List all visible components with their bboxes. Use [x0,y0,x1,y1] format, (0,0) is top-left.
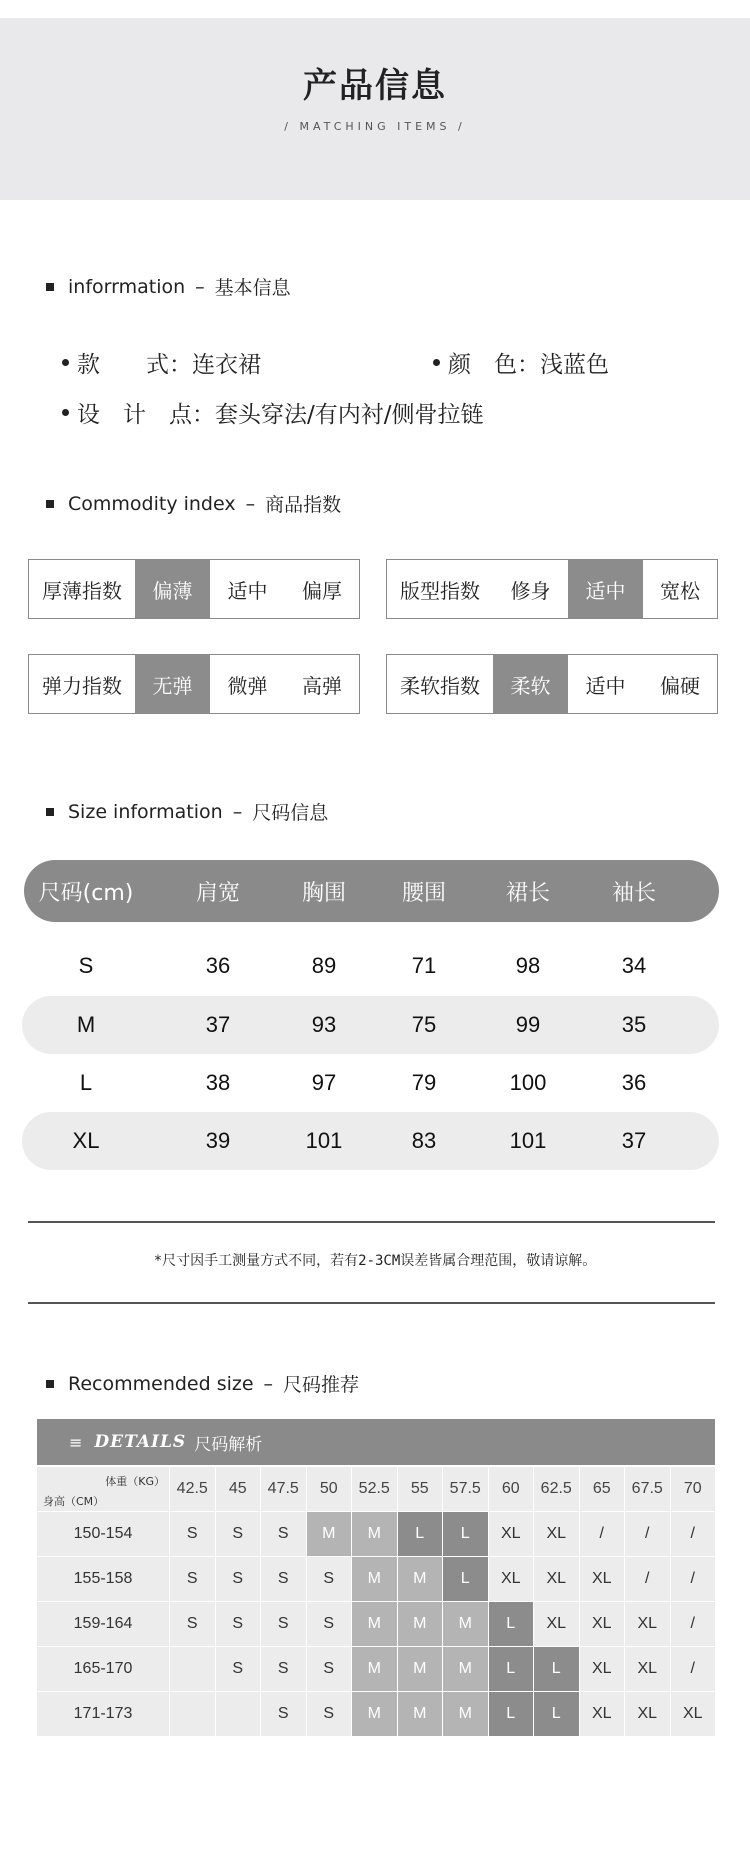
size-cell: 101 [305,1128,343,1153]
page-subtitle: / MATCHING ITEMS / [284,120,466,133]
size-cell: 83 [411,1128,437,1153]
recommended-size-cell: / [671,1512,716,1556]
page-title: 产品信息 [303,66,447,106]
weight-header-cell: 47.5 [261,1467,306,1511]
recommended-size-cell: S [216,1602,261,1646]
index-option: 微弹 [227,673,268,698]
index-box [28,559,360,619]
heading-zh: 基本信息 [214,277,291,299]
dot-bullet-icon [62,409,69,416]
header-banner [0,18,750,200]
size-column-header: 腰围 [401,880,446,906]
recommended-size-cell: M [443,1692,488,1736]
section-heading-commodity [46,490,341,517]
recommended-size-cell: / [671,1647,716,1691]
size-cell: 71 [411,953,437,978]
square-bullet-icon [46,283,54,291]
size-cell: 93 [311,1012,337,1037]
height-row-label: 155-158 [37,1557,169,1601]
index-option: 高弹 [302,673,342,698]
details-bar [37,1419,715,1465]
size-cell: 37 [621,1128,647,1153]
recommended-size-cell: S [307,1692,352,1736]
weight-header-cell: 67.5 [625,1467,670,1511]
weight-header-cell: 62.5 [534,1467,579,1511]
weight-header-cell: 45 [216,1467,261,1511]
size-cell: 89 [311,953,337,978]
menu-icon: ≡ [69,1432,83,1452]
details-label: DETAILS [94,1432,187,1452]
height-row-label: 150-154 [37,1512,169,1556]
recommended-size-cell: S [170,1512,215,1556]
size-cell: 101 [509,1128,547,1153]
weight-header-cell: 65 [580,1467,625,1511]
heading-dash: – [232,800,243,823]
height-row-label: 165-170 [37,1647,169,1691]
index-option-selected: 偏薄 [135,560,210,618]
attr-color [433,346,609,379]
index-box [386,559,718,619]
weight-header-cell: 60 [489,1467,534,1511]
recommended-size-cell: S [216,1512,261,1556]
recommended-size-cell: L [489,1602,534,1646]
recommended-size-cell: XL [625,1647,670,1691]
recommended-size-cell: S [307,1647,352,1691]
recommended-size-cell: / [580,1512,625,1556]
recommended-size-cell: M [352,1692,397,1736]
recommended-size-cell: S [216,1557,261,1601]
size-cell: 36 [205,953,231,978]
recommended-size-cell: M [443,1647,488,1691]
recommended-size-cell: M [352,1647,397,1691]
recommended-size-cell: M [398,1647,443,1691]
recommended-size-cell: XL [671,1692,716,1736]
size-cell: 100 [509,1070,547,1095]
size-cell: 97 [311,1070,337,1095]
recommended-size-cell: M [307,1512,352,1556]
weight-header-cell: 50 [307,1467,352,1511]
heading-en: Recommended size [68,1372,254,1395]
recommended-size-cell: XL [580,1602,625,1646]
index-option: 适中 [585,673,626,698]
index-label: 厚薄指数 [42,578,122,603]
recommended-size-cell: S [170,1557,215,1601]
index-option-selected: 适中 [568,560,643,618]
size-cell: L [79,1070,93,1095]
size-cell: 34 [621,953,647,978]
heading-zh: 尺码信息 [252,802,329,824]
divider-bottom [28,1302,715,1304]
attr-style-value: 连衣裙 [192,352,261,378]
size-column-header: 肩宽 [195,880,240,906]
recommended-size-cell [170,1692,215,1736]
recommended-size-cell: XL [625,1692,670,1736]
size-cell: 38 [205,1070,231,1095]
heading-dash: – [245,492,256,515]
recommended-size-cell: L [443,1557,488,1601]
index-label: 弹力指数 [42,673,122,698]
size-cell: 37 [205,1012,231,1037]
recommended-size-cell: S [170,1602,215,1646]
attr-style [62,346,261,379]
recommended-size-cell: S [307,1602,352,1646]
size-cell: 79 [411,1070,437,1095]
attr-design-value: 套头穿法/有内衬/侧骨拉链 [215,402,484,428]
height-row-label: 159-164 [37,1602,169,1646]
recommended-size-cell: XL [534,1557,579,1601]
size-cell: 39 [205,1128,231,1153]
heading-en: Size information [68,800,223,823]
recommended-size-cell: XL [489,1557,534,1601]
square-bullet-icon [46,1380,54,1388]
heading-dash: – [195,275,205,298]
attr-color-value: 浅蓝色 [540,352,609,378]
weight-header-cell: 57.5 [443,1467,488,1511]
attr-design [62,396,484,429]
recommended-size-cell: M [398,1557,443,1601]
recommended-size-cell: XL [534,1512,579,1556]
size-table-header [24,860,719,922]
heading-en: inforrmation [68,275,186,298]
index-box [386,654,718,714]
size-row [22,937,719,995]
recommended-size-cell: / [625,1557,670,1601]
size-cell: M [76,1012,96,1037]
recommended-size-cell: S [307,1557,352,1601]
attr-design-label: 设 计 点： [77,402,215,428]
recommended-size-cell: M [398,1692,443,1736]
recommended-size-cell: L [534,1647,579,1691]
index-option: 适中 [227,578,268,603]
recommended-size-cell: M [443,1602,488,1646]
square-bullet-icon [46,808,54,816]
weight-header-cell: 52.5 [352,1467,397,1511]
dot-bullet-icon [62,359,69,366]
index-option: 修身 [510,578,551,603]
recommended-size-cell: XL [489,1512,534,1556]
index-option-selected: 柔软 [493,655,568,713]
recommended-size-cell: / [671,1557,716,1601]
section-heading-recommended [46,1370,359,1397]
recommended-size-cell: XL [580,1557,625,1601]
weight-header-cell: 55 [398,1467,443,1511]
details-title: 尺码解析 [194,1434,263,1455]
section-heading-information [46,273,291,300]
recommended-size-cell: L [398,1512,443,1556]
size-cell: S [78,953,94,978]
index-option: 偏硬 [660,673,700,698]
recommended-size-cell: S [261,1692,306,1736]
size-cell: XL [72,1128,100,1153]
section-heading-size [46,798,328,825]
index-option: 偏厚 [302,578,342,603]
recommended-size-cell: XL [580,1692,625,1736]
attr-style-label: 款 式： [77,352,192,378]
heading-en: Commodity index [68,492,236,515]
size-cell: 99 [515,1012,541,1037]
size-row [22,996,719,1054]
recommended-size-cell: M [352,1512,397,1556]
table-corner-header [37,1467,169,1511]
size-column-header: 裙长 [505,880,550,906]
weight-axis-label: 体重（KG） [105,1475,165,1488]
recommended-size-cell: S [261,1602,306,1646]
index-label: 柔软指数 [400,673,480,698]
size-cell: 35 [621,1012,647,1037]
recommended-size-cell [216,1692,261,1736]
recommended-size-cell: L [489,1647,534,1691]
recommended-size-cell: L [443,1512,488,1556]
weight-header-cell: 70 [671,1467,716,1511]
size-row [22,1054,719,1112]
index-option: 宽松 [660,578,700,603]
recommended-size-cell: / [625,1512,670,1556]
height-axis-label: 身高（CM） [43,1495,105,1508]
recommended-size-cell: M [352,1602,397,1646]
heading-zh: 商品指数 [265,494,342,516]
heading-zh: 尺码推荐 [283,1374,360,1396]
dot-bullet-icon [433,359,440,366]
measurement-note: *尺寸因手工测量方式不同，若有2-3CM误差皆属合理范围，敬请谅解。 [153,1253,597,1269]
recommended-size-cell: M [398,1602,443,1646]
recommended-size-cell [170,1647,215,1691]
recommended-size-cell: L [534,1692,579,1736]
weight-header-cell: 42.5 [170,1467,215,1511]
square-bullet-icon [46,500,54,508]
size-column-header: 袖长 [611,880,656,906]
height-row-label: 171-173 [37,1692,169,1736]
index-box [28,654,360,714]
size-cell: 75 [411,1012,437,1037]
recommended-size-cell: S [261,1512,306,1556]
index-option-selected: 无弹 [135,655,210,713]
recommended-size-cell: M [352,1557,397,1601]
size-column-header: 尺码(cm) [38,880,134,906]
recommended-size-cell: XL [625,1602,670,1646]
size-cell: 98 [515,953,541,978]
recommended-size-cell: S [261,1557,306,1601]
recommended-size-cell: XL [580,1647,625,1691]
heading-dash: – [263,1372,274,1395]
attr-color-label: 颜 色： [448,352,540,378]
recommended-size-cell: S [261,1647,306,1691]
recommended-size-cell: S [216,1647,261,1691]
recommended-size-cell: / [671,1602,716,1646]
recommended-size-cell: XL [534,1602,579,1646]
size-row [22,1112,719,1170]
size-cell: 36 [621,1070,647,1095]
divider-top [28,1221,715,1223]
index-label: 版型指数 [400,578,480,603]
recommended-size-cell: L [489,1692,534,1736]
size-column-header: 胸围 [301,880,346,906]
